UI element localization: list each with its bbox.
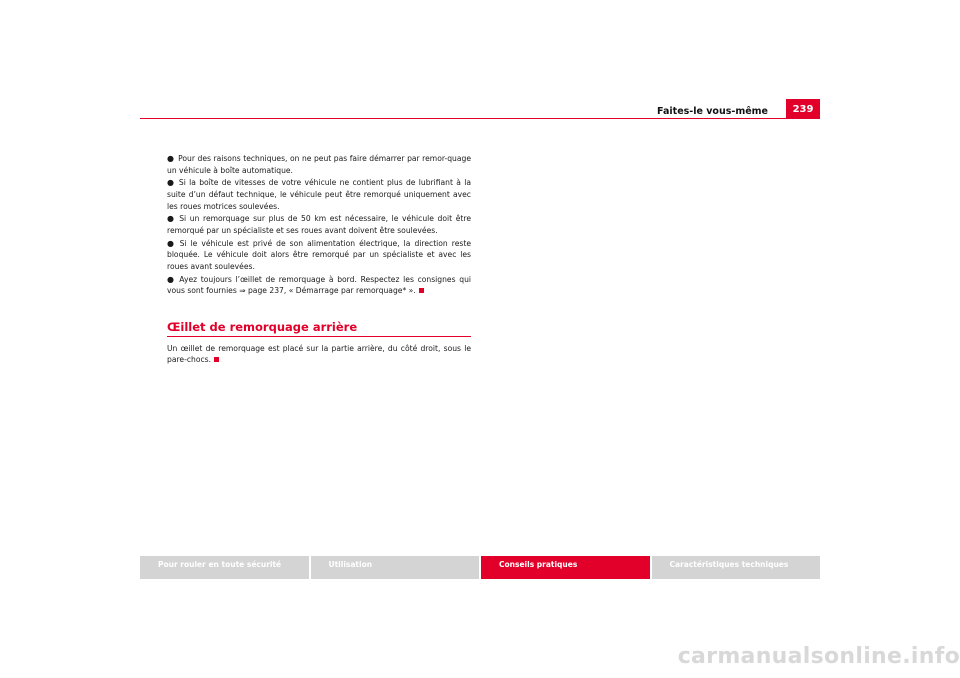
section-divider	[167, 336, 471, 337]
footer-nav	[140, 556, 820, 579]
bullet-item	[167, 274, 471, 297]
main-column	[167, 153, 471, 374]
tab-caracteristiques-techniques[interactable]: Caractéristiques techniques	[652, 556, 821, 579]
bullet-icon: ●	[167, 274, 176, 284]
bullet-icon: ●	[167, 154, 175, 163]
bullet-icon: ●	[167, 178, 175, 188]
bullet-link-text[interactable]: Ayez toujours l’œillet de remorquage à bord. Respectez les consignes qui vous sont fournies ⇒ page 237, « Démarrage par remorquage* ».	[167, 274, 471, 296]
section-paragraph: Un œillet de remorquage est placé sur la partie arrière, du côté droit, sous le pare-chocs.	[167, 343, 471, 365]
page-number-badge: 239	[786, 99, 820, 119]
section-heading: Œillet de remorquage arrière	[167, 319, 358, 334]
bullet-item: ● Si un remorquage sur plus de 50 km est nécessaire, le véhicule doit être remorqué par un spécialiste et ses roues avant doivent être soulevées.	[167, 214, 471, 235]
bullet-item: ● Si le véhicule est privé de son alimentation électrique, la direction reste bloquée. Le véhicule doit alors être remorqué par un spécialiste et avec les roues avant soulevées.	[167, 238, 471, 271]
tab-conseils-pratiques[interactable]: Conseils pratiques	[481, 556, 650, 579]
header-divider	[140, 118, 820, 119]
bullet-item: ● Si la boîte de vitesses de votre véhicule ne contient plus de lubrifiant à la suite d’un défaut technique, le véhicule peut être remorqué uniquement avec les roues motrices soulevées.	[167, 178, 472, 211]
tab-utilisation[interactable]: Utilisation	[311, 556, 480, 579]
bullet-item: ● Pour des raisons techniques, on ne peut pas faire démarrer par remor-quage un véhicule à boîte automatique.	[167, 154, 471, 175]
watermark-text: carmanualsonline.info	[677, 644, 960, 669]
tab-pour-rouler-en-toute-securite[interactable]: Pour rouler en toute sécurité	[140, 556, 309, 579]
end-of-section-icon	[214, 357, 219, 362]
page-header-title: Faites-le vous-même	[657, 106, 768, 117]
bullet-icon: ●	[167, 214, 176, 224]
bullet-icon: ●	[167, 238, 176, 248]
end-of-section-icon	[419, 288, 424, 293]
